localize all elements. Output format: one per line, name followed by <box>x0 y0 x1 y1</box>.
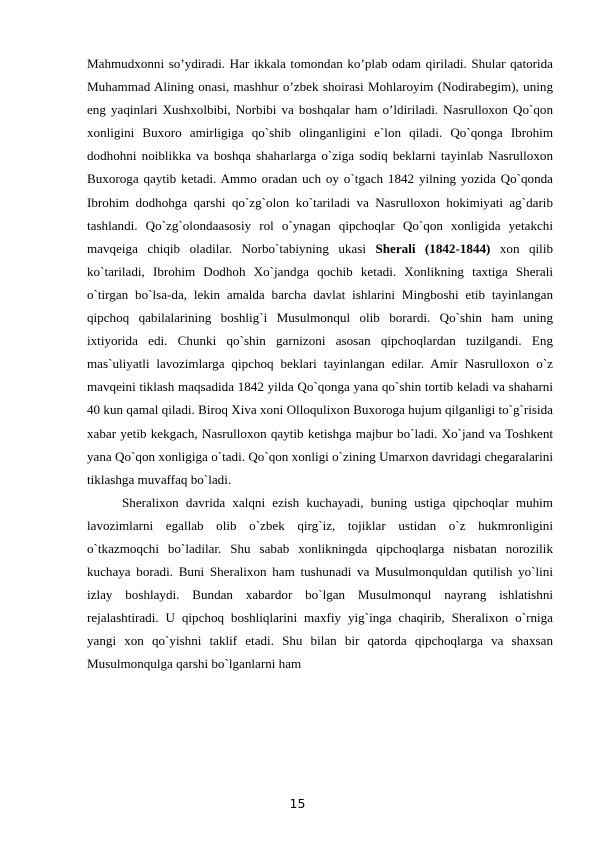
paragraph-2: Sheralixon davrida xalqni ezish kuchayadi, buning ustiga qipchoqlar muhim lavozimlarni egallab olib o`zbek qirg`iz, tojiklar ustidan o`z hukmronligini o`tkazmoqchi bo`ladilar. Shu sabab xonlikningda qipchoqlarga nisbatan norozilik kuchaya boradi. Buni Sheralixon ham tushunadi va Musulmonquldan qutilish yo`lini izlay boshlaydi. Bundan xabardor bo`lgan Musulmonqul nayrang ishlatishni rejalashtiradi. U qipchoq boshliqlarini maxfiy yig`inga chaqirib, Sheralixon o`rniga yangi xon qo`yishni taklif etadi. Shu bilan bir qatorda qipchoqlarga va shaxsan Musulmonqulga qarshi bo`lganlarni ham <box>87 494 553 672</box>
paragraph-1-text-end: xon qilib ko`tariladi, Ibrohim Dodhoh Xo`jandga qochib ketadi. Xonlikning taxtiga Sherali o`tirgan bo`lsa-da, lekin amalda barcha davlat ishlarini Mingboshi etib tayinlangan qipchoq qabilalarining boshlig`i Musulmonqul olib borardi. Qo`shin ham uning ixtiyorida edi. Chunki qo`shin garnizoni asosan qipchoqlardan tuzilgandi. Eng mas`uliyatli lavozimlarga qipchoq beklari tayinlangan edilar. Amir Nasrulloxon o`z mavqeini tiklash maqsadida 1842 yilda Qo`qonga yana qo`shin tortib keladi va shaharni 40 kun qamal qiladi. Biroq Xiva xoni Olloqulixon Buxoroga hujum qilganligi to`g`risida xabar yetib kekgach, Nasrulloxon qaytib ketishga majbur bo`ladi. Xo`jand va Toshkent yana Qo`qon xonligiga o`tadi. Qo`qon xonligi o`zining Umarxon davridagi chegaralarini tiklashga muvaffaq bo`ladi. <box>87 240 553 487</box>
page-number: 15 <box>289 796 306 811</box>
paragraph-1 <box>87 52 553 491</box>
paragraph-1-text-start: Mahmudxonni so’ydiradi. Har ikkala tomondan ko’plab odam qiriladi. Shular qatorida Muhammad Alining onasi, mashhur o’zbek shoirasi Mohlaroyim (Nodirabegim), uning eng yaqinlari Xushxolbibi, Norbibi va boshqalar ham o’ldiriladi. Nasrulloxon Qo`qon xonligini Buxoro amirligiga qo`shib olinganligini e`lon qiladi. Qo`qonga Ibrohim dodhohni noiblikka va boshqa shaharlarga o`ziga sodiq beklarni tayinlab Nasrulloxon Buxoroga qaytib ketadi. Ammo oradan uch oy o`tgach 1842 yilning yozida Qo`qonda Ibrohim dodhohga qarshi qo`zg`olon ko`tariladi va Nasrulloxon hokimiyati ag`darib tashlandi. Qo`zg`olondaasosiy rol o`ynagan qipchoqlar Qo`qon xonligida yetakchi mavqeiga chiqib oladilar. Norbo`tabiyning ukasi <box>87 56 553 256</box>
page-body <box>87 52 553 676</box>
bold-ruler-name: Sherali (1842-1844) <box>375 240 491 256</box>
